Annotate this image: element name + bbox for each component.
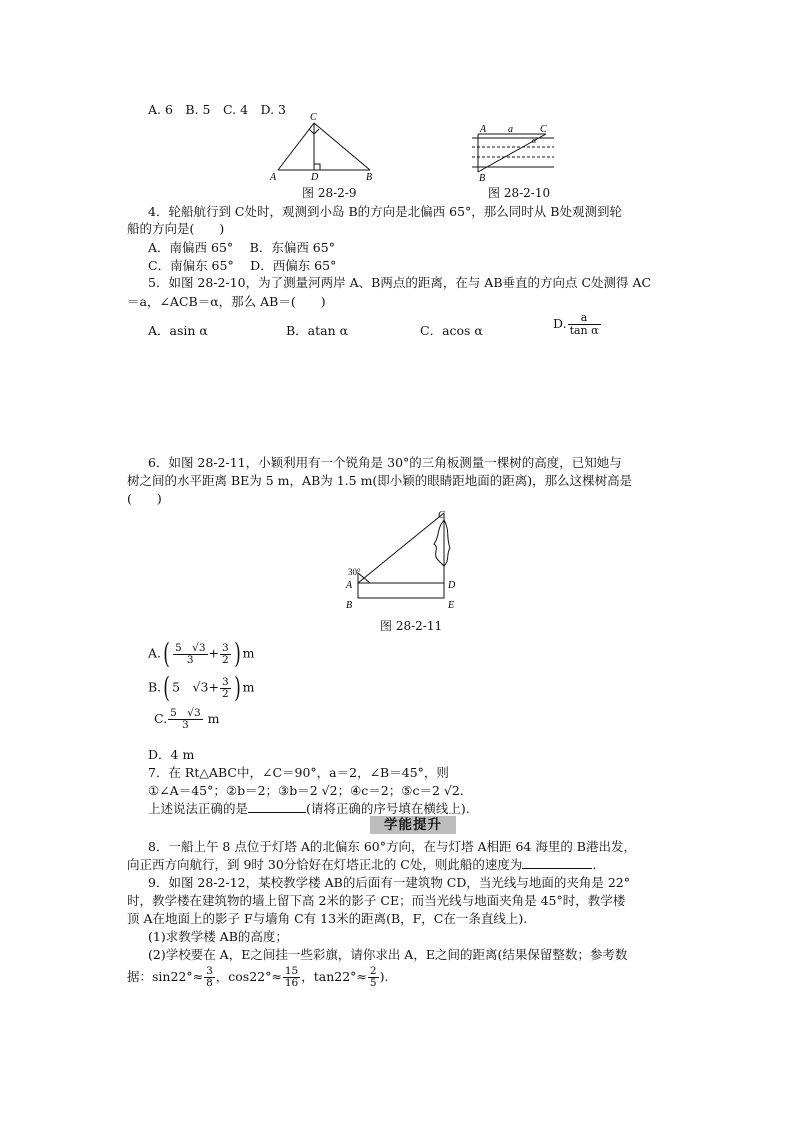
fig11-tree-left xyxy=(434,520,444,566)
q4-line2: 船的方向是( ) xyxy=(127,221,225,236)
q9-tan-label: ，tan22°≈ xyxy=(301,969,367,984)
q9-cos-den: 16 xyxy=(284,977,299,989)
q6-choice-c-f-num: 5 √3 xyxy=(170,707,201,719)
q5-choice-a: A．asin α xyxy=(148,323,208,338)
fig10-label-alpha: α xyxy=(532,136,537,145)
q9-sub1: (1)求教学楼 AB的高度； xyxy=(148,929,288,944)
fig11-line-ac xyxy=(358,513,444,583)
fig10-caption: 图 28-2-10 xyxy=(488,186,551,200)
q5-choice-d-prefix: D. xyxy=(553,316,567,331)
q6-choice-b-prefix: B. xyxy=(148,679,162,695)
q7-line3-post: (请将正确的序号填在横线上). xyxy=(306,801,470,816)
q6-choice-a-f1-den: 3 xyxy=(186,653,194,666)
fig9-label-c: C xyxy=(310,112,317,123)
q5-choice-d-denominator: tan α xyxy=(569,324,599,337)
q9-data-post: ). xyxy=(379,969,389,984)
fig11-label-angle: 30° xyxy=(348,567,361,577)
q6-choice-a-unit: m xyxy=(242,645,255,661)
q5-line1: 5．如图 28-2-10，为了测量河两岸 A、B两点的距离，在与 AB垂直的方向点 C处测得 AC xyxy=(148,275,652,290)
q6-choice-b-unit: m xyxy=(242,679,255,695)
q6-choice-a-f1-num: 5 √3 xyxy=(174,641,206,654)
q8-line2 xyxy=(127,855,596,873)
q5-choice-c: C．acos α xyxy=(420,323,483,338)
q4-choices-row2: C．南偏东 65° D．西偏东 65° xyxy=(148,258,337,273)
fig9-label-b: B xyxy=(366,172,373,183)
q7-line1: 7．在 Rt△ABC中，∠C＝90°，a＝2，∠B＝45°，则 xyxy=(148,765,449,780)
q6-choice-d: D．4 m xyxy=(148,747,195,762)
fig10-label-b: B xyxy=(479,173,486,182)
q6-choice-b-f-den: 2 xyxy=(221,687,229,700)
q6-choice-a-prefix: A. xyxy=(148,645,162,661)
q6-choice-a-f2-num: 3 xyxy=(222,641,229,654)
q9-sub2: (2)学校要在 A，E之间挂一些彩旗，请你求出 A，E之间的距离(结果保留整数；参考数 xyxy=(148,947,628,962)
q5-choice-d-numerator: a xyxy=(568,312,601,325)
q6-line1: 6．如图 28-2-11，小颖利用有一个锐角是 30°的三角板测量一棵树的高度，已知她与 xyxy=(148,455,622,470)
fig11-ground-block xyxy=(358,583,444,598)
fig11-label-e: E xyxy=(448,600,455,611)
q7-answer-blank[interactable] xyxy=(248,812,306,813)
q9-cos-num: 15 xyxy=(284,965,299,977)
q6-choice-c xyxy=(154,708,220,731)
q9-cos-label: ，cos22°≈ xyxy=(215,969,282,984)
q4-choices-row1: A．南偏西 65° B．东偏西 65° xyxy=(148,240,335,255)
fig11-tree-right xyxy=(444,520,450,566)
figure-28-2-10 xyxy=(470,120,560,182)
fig10-label-a: A xyxy=(480,124,487,135)
q9-reference-data xyxy=(127,966,388,989)
q3-choices: A. 6 B. 5 C. 4 D. 3 xyxy=(148,102,287,117)
fig11-label-a: A xyxy=(346,580,353,591)
q6-choice-b: B.( 5 √3+ $\frac{3}{2}$ ) m xyxy=(148,671,255,704)
fig9-line-ac xyxy=(278,123,314,170)
fig9-right-angle xyxy=(314,164,320,170)
fig9-label-d: D xyxy=(311,172,319,183)
figure-28-2-11 xyxy=(340,508,470,612)
q9-line1: 9．如图 28-2-12，某校教学楼 AB的后面有一建筑物 CD，当光线与地面的夹角是 22° xyxy=(148,875,631,890)
fig9-caption: 图 28-2-9 xyxy=(302,186,357,200)
q6-choice-b-term: 5 √3+ xyxy=(172,679,219,695)
q9-line2: 时，教学楼在建筑物的墙上留下高 2米的影子 CE；而当光线与地面夹角是 45°时，教学楼 xyxy=(127,893,626,908)
q8-line1: 8．一船上午 8 点位于灯塔 A的北偏东 60°方向，在与灯塔 A相距 64 海里的 B港出发， xyxy=(148,839,636,854)
q5-line2: ＝a，∠ACB＝α，那么 AB＝( ) xyxy=(127,294,326,309)
fig9-label-a: A xyxy=(270,172,277,183)
section-banner: 学能提升 xyxy=(370,816,456,834)
q5-choice-d xyxy=(553,312,602,337)
q7-line3 xyxy=(148,799,470,817)
fig9-line-cb xyxy=(314,123,370,170)
q8-line2-post: . xyxy=(592,857,597,872)
q4-line1: 4．轮船航行到 C处时，观测到小岛 B的方向是北偏西 65°，那么同时从 B处观测到轮 xyxy=(148,204,622,219)
q7-line3-pre: 上述说法正确的是 xyxy=(148,801,249,816)
q9-line3: 顶 A在地面上的影子 F与墙角 C有 13米的距离(B，F，C在一条直线上). xyxy=(127,911,528,926)
fig11-label-c: C xyxy=(438,510,445,521)
fig11-label-d: D xyxy=(448,580,456,591)
q9-sin-label: 据：sin22°≈ xyxy=(127,969,204,984)
q6-line2: 树之间的水平距离 BE为 5 m，AB为 1.5 m(即小颖的眼睛距地面的距离)，那么这棵树高是 xyxy=(127,473,633,488)
q6-choice-c-f-den: 3 xyxy=(182,719,189,731)
q8-answer-blank[interactable] xyxy=(522,868,592,869)
q9-sin-num: 3 xyxy=(206,965,213,977)
figure-28-2-9 xyxy=(266,110,386,184)
q8-line2-pre: 向正西方向航行，到 9时 30分恰好在灯塔正北的 C处，则此船的速度为 xyxy=(127,857,523,872)
q6-choice-c-unit: m xyxy=(207,711,220,726)
q6-choice-a-f2-den: 2 xyxy=(222,653,229,666)
q6-choice-a: A.( $\frac{5 √3}{3}$ + $\frac{3}{2}$ ) m xyxy=(148,637,255,670)
q5-choice-b: B．atan α xyxy=(286,323,349,338)
q6-choice-c-prefix: C. xyxy=(154,711,168,726)
fig10-label-a-len: a xyxy=(508,124,513,135)
q6-line3: ( ) xyxy=(127,491,162,506)
fig11-caption: 图 28-2-11 xyxy=(380,619,443,633)
fig10-label-c: C xyxy=(540,124,547,135)
q7-line2: ①∠A＝45°；②b＝2；③b＝2 √2；④c＝2；⑤c＝2 √2. xyxy=(148,783,464,798)
fig11-label-b: B xyxy=(346,600,353,611)
q9-sin-den: 8 xyxy=(206,977,213,989)
q6-choice-a-plus: + xyxy=(208,645,219,661)
q9-tan-den: 5 xyxy=(369,977,377,989)
q6-choice-b-f-num: 3 xyxy=(221,675,229,688)
q9-tan-num: 2 xyxy=(369,965,377,977)
